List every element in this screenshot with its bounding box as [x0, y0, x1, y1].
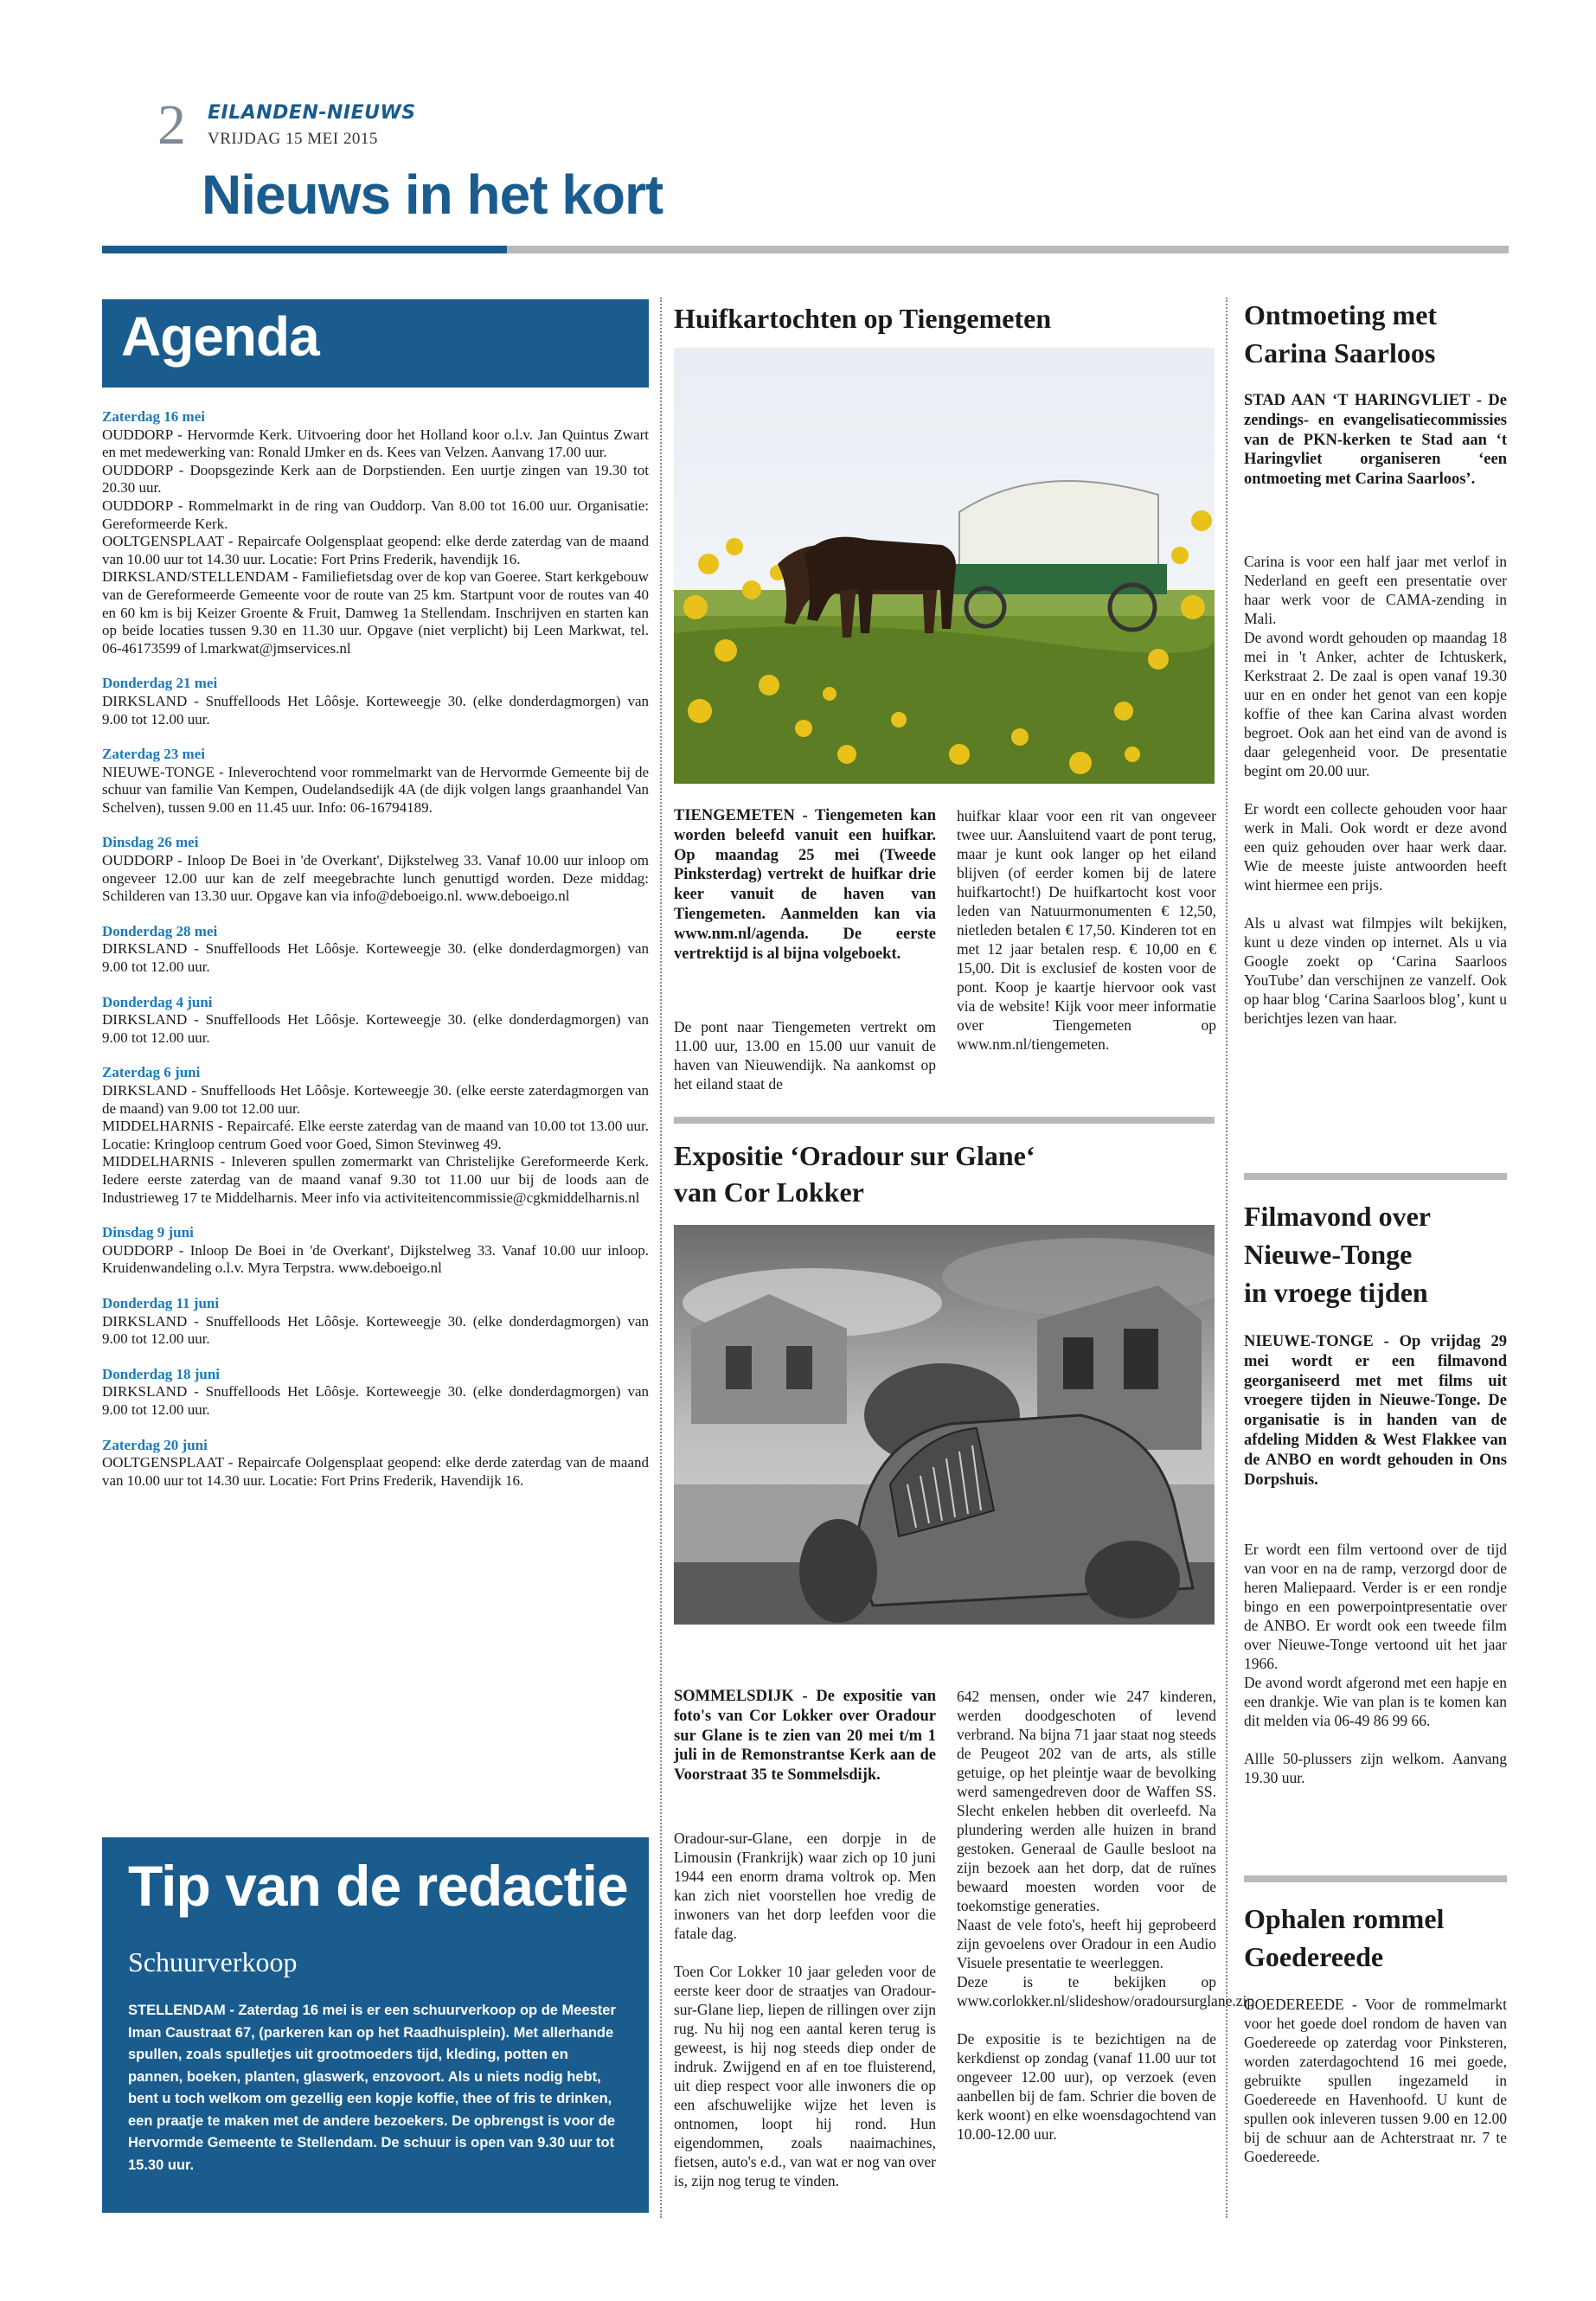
ontmoeting-lead: STAD AAN ‘T HARINGVLIET - De zendings- en evangelisatiecommissies van de PKN-kerken te Stad aan ‘t Haringvliet organiseren ‘een ontmoeting met Carina Saarloos’. [1244, 392, 1507, 489]
expositie-paragraph: 642 mensen, onder wie 247 kinderen, werden doodgeschoten of levend verbrand. Na bijna 71 jaar staat nog steeds de Peugeot 202 van de arts, als stille getuige, op het pleintje waar de bevolking werd samengedreven door de Waffen SS. Slecht enkelen hebben dit overleefd. Na plundering werden alle huizen in brand gestoken. Generaal de Gaulle besloot na zijn bezoek aan het dorp, dat de ruïnes bewaard moesten worden voor de toekomstige generaties. [957, 1688, 1216, 1914]
ontmoeting-paragraph: Als u alvast wat filmpjes wilt bekijken, kunt u deze vinden op internet. Als u via Google zoekt op ‘Carina Saarloos YouTube’ dan verschijnen ze vanzelf. Ook op haar blog ‘Carina Saarloos blog’, kunt u berichtjes lezen van haar. [1244, 914, 1507, 1027]
expositie-paragraph: Toen Cor Lokker 10 jaar geleden voor de eerste keer door de straatjes van Oradour-sur-Glane liep, liepen de rillingen over zijn rug. Nu hij nog een aantal keren terug is geweest, is hij nog steeds diep onder de indruk. Zwijgend en af en toe fluisterend, uit diep respect voor alle inwoners die op een afschuwelijke wijze het leven is ontnomen, loopt hij rond. Hun eigendommen, zoals naaimachines, fietsen, auto's e.d., van wat er nog van over is, zijn nog terug te vinden. [674, 1963, 936, 2189]
agenda-entry-text: NIEUWE-TONGE - Inleverochtend voor rommelmarkt van de Hervormde Gemeente bij de schuur van familie Van Kempen, Oudelandsedijk 4A (de dijk volgen langs graanhandel Van Schelven), tussen 9.00 en 11.45 uur. Info: 06-16794189. [102, 763, 649, 816]
expositie-body-right [957, 1687, 1255, 2144]
expositie-photo [674, 1225, 1215, 1625]
agenda-day: Donderdag 4 juni [102, 993, 213, 1010]
ophalen-headline-2: Goedereede [1244, 1941, 1384, 1972]
agenda-title: Agenda [121, 305, 319, 368]
header-rule [507, 246, 1509, 253]
agenda-day: Donderdag 28 mei [102, 922, 218, 939]
agenda-day: Dinsdag 26 mei [102, 834, 199, 851]
agenda-entry-text: DIRKSLAND - Snuffelloods Het Lôôsje. Korteweegje 30. (elke donderdagmorgen) van 9.00 tot 12.00 uur. [102, 940, 649, 976]
expositie-lead: SOMMELSDIJK - De expositie van foto's van Cor Lokker over Oradour sur Glane is te zien van 20 mei t/m 1 juli in de Remonstrantse Kerk aan de Voorstraat 35 te Sommelsdijk. [674, 1688, 936, 1785]
section-rule-right-2 [1244, 1875, 1507, 1882]
tip-title: Tip van de redactie [128, 1854, 628, 1918]
column-divider-left [660, 298, 662, 2218]
expositie-paragraph: Oradour-sur-Glane, een dorpje in de Limousin (Frankrijk) waar zich op 10 juni 1944 een enorm drama voltrok op. Men kan zich niet voorstellen hoe vredig de inwoners van het dorp leefden voor die fatale dag. [674, 1830, 936, 1942]
ophalen-body: GOEDEREEDE - Voor de rommelmarkt voor het goede doel rondom de haven van Goedereede op zaterdag voor Pinksteren, worden zaterdagochtend 16 mei goede, gebruikte spullen ingezameld in Goedereede en Havenhoofd. U kunt de spullen ook inleveren tussen 9.00 en 12.00 bij de schuur aan de Achterstraat nr. 7 te Goedereede. [1244, 1996, 1507, 2165]
section-rule-right-1 [1244, 1173, 1507, 1180]
expositie-paragraph: De expositie is te bezichtigen na de kerkdienst op zondag (vanaf 11.00 uur tot ongeveer 12.00 uur), op verzoek (even aanbellen bij de fam. Schrier die boven de kerk woont) en elke woensdagochtend van 10.00-12.00 uur. [957, 2030, 1216, 2143]
expositie-paragraph: Naast de vele foto's, heeft hij geprobeerd zijn gevoelens over Oradour in een Audio Visuele presentatie te weerleggen. [957, 1916, 1216, 1971]
agenda-entry-text: DIRKSLAND - Snuffelloods Het Lôôsje. Korteweegje 30. (elke donderdagmorgen) van 9.00 tot 12.00 uur. [102, 692, 649, 727]
ontmoeting-body [1244, 552, 1507, 1028]
filmavond-headline-3: in vroege tijden [1244, 1277, 1428, 1308]
expositie-headline-2: van Cor Lokker [674, 1176, 864, 1208]
tip-text: STELLENDAM - Zaterdag 16 mei is er een schuurverkoop op de Meester Iman Caustraat 67, (parkeren kan op het Raadhuisplein). Met allerhande spullen, zoals spulletjes uit grootmoeders tijd, kleding, potten en pannen, boeken, planten, glaswerk, enzovoort. Als u niets nodig hebt, bent u toch welkom om gezellig een kopje koffie, thee of fris te drinken, een praatje te maken met de andere bezoekers. De opbrengst is voor de Hervormde Gemeente te Stellendam. De schuur is open van 9.30 uur tot 15.30 uur. [128, 2003, 616, 2173]
ontmoeting-paragraph: Er wordt een collecte gehouden voor haar werk in Mali. Ook wordt er deze avond een quiz gehouden over haar werk daar. Wie de meeste juiste antwoorden heeft wint hiermee een prijs. [1244, 800, 1507, 894]
issue-date: VRIJDAG 15 MEI 2015 [208, 130, 378, 148]
huifkar-photo-illustration [674, 348, 1215, 784]
ontmoeting-headline-2: Carina Saarloos [1244, 337, 1436, 369]
agenda-entry-text: DIRKSLAND - Snuffelloods Het Lôôsje. Korteweegje 30. (elke donderdagmorgen) van 9.00 tot 12.00 uur. [102, 1011, 649, 1046]
agenda-entry-text: DIRKSLAND - Snuffelloods Het Lôôsje. Korteweegje 30. (elke donderdagmorgen) van 9.00 tot 12.00 uur. [102, 1383, 649, 1418]
column-divider-right [1226, 298, 1227, 2218]
agenda-entry-text: OUDDORP - Inloop De Boei in 'de Overkant', Dijkstelweg 33. Vanaf 10.00 uur inloop om ongeveer 12.00 uur kan de zelf meegebrachte lunch genuttigd worden. Deze middag: Schilderen van 13.30 uur. Opgave kan via info@deboeigo.nl. www.deboeigo.nl [102, 852, 649, 905]
huifkar-body-right: huifkar klaar voor een rit van ongeveer twee uur. Aansluitend vaart de pont terug, maar je kunt ook langer op het eiland blijven (of eerder komen bij de latere huifkartocht!) De huifkartocht kost voor leden van Natuurmonumenten € 12,50, nietleden betalen € 17,50. Kinderen tot en met 12 jaar betalen resp. € 10,00 en € 15,00. Dit is exclusief de kosten voor de pont. Koop je kaartje hiervoor ook vast via de website! Kijk voor meer informatie over Tiengemeten op www.nm.nl/tiengemeten. [957, 807, 1216, 1053]
expositie-paragraph: Deze is te bekijken op www.corlokker.nl/slideshow/oradoursurglane.zip [957, 1973, 1255, 2009]
huifkar-body-left: De pont naar Tiengemeten vertrekt om 11.00 uur, 13.00 en 15.00 uur vanuit de haven van Nieuwendijk. Na aankomst op het eiland staat de [674, 1018, 936, 1093]
huifkar-headline: Huifkartochten op Tiengemeten [674, 303, 1052, 334]
agenda-day: Dinsdag 9 juni [102, 1224, 194, 1241]
agenda-day: Donderdag 21 mei [102, 675, 218, 692]
huifkar-lead: TIENGEMETEN - Tiengemeten kan worden beleefd vanuit een huifkar. Op maandag 25 mei (Tweede Pinksterdag) vertrekt de huifkar drie keer vanuit de haven van Tiengemeten. Aanmelden kan via www.nm.nl/agenda. De eerste vertrektijd is al bijna volgeboekt. [674, 807, 936, 963]
tip-subtitle: Schuurverkoop [128, 1946, 298, 1977]
header-rule-accent [102, 246, 507, 253]
filmavond-headline-2: Nieuwe-Tonge [1244, 1239, 1413, 1270]
agenda-day: Zaterdag 23 mei [102, 746, 205, 763]
section-title: Nieuws in het kort [202, 163, 663, 226]
agenda-list [102, 408, 649, 1490]
agenda-entry-text: DIRKSLAND - Snuffelloods Het Lôôsje. Korteweegje 30. (elke eerste zaterdagmorgen van de maand) van 9.00 tot 12.00 uur. MIDDELHARNIS - Repaircafé. Elke eerste zaterdag van de maand van 10.00 tot 13.00 uur. Locatie: Kringloop centrum Goed voor Goed, Simon Stevinweg 49. MIDDELHARNIS - Inleveren spullen zomermarkt van Christelijke Gereformeerde Kerk. Iedere eerste zaterdag van de maand vanaf 9.30 tot 11.00 uur bij de loods aan de Industrieweg 17 te Middelharnis. Meer info via activiteitencommissie@cgkmiddelharnis.nl [102, 1082, 649, 1206]
agenda-entry-text: OOLTGENSPLAAT - Repaircafe Oolgensplaat geopend: elke derde zaterdag van de maand van 10.00 uur tot 14.30 uur. Locatie: Fort Prins Frederik, Havendijk 16. [102, 1454, 649, 1489]
agenda-day: Zaterdag 6 juni [102, 1064, 201, 1081]
agenda-day: Zaterdag 16 mei [102, 408, 205, 425]
expositie-body-left [674, 1829, 936, 2190]
section-rule-mid [674, 1117, 1215, 1124]
agenda-entry-text: OUDDORP - Hervormde Kerk. Uitvoering door het Holland koor o.l.v. Jan Quintus Zwart en met medewerking van: Ronald IJmker en ds. Kees van Velzen. Aanvang 17.00 uur. OUDDORP - Doopsgezinde Kerk aan de Dorpstienden. Een uurtje zingen van 19.30 tot 20.30 uur. OUDDORP - Rommelmarkt in de ring van Ouddorp. Van 8.00 tot 16.00 uur. Organisatie: Gereformeerde Kerk. OOLTGENSPLAAT - Repaircafe Oolgensplaat geopend: elke derde zaterdag van de maand van 10.00 uur tot 14.30 uur. Locatie: Fort Prins Frederik, havendijk 16. DIRKSLAND/STELLENDAM - Familiefietsdag over de kop van Goeree. Start kerkgebouw van de Gereformeerde Gemeente voor de route van 25 km. Startpunt voor de routes van 40 en 60 km is bij Keizer Groente & Fruit, Damweg 1a Stellendam. Inschrijven en starten kan op beide locaties tussen 9.30 en 11.30 uur. Opgave (niet verplicht) bij Leen Markwat, tel. 06-46173599 of l.markwat@jmservices.nl [102, 426, 649, 657]
agenda-day: Zaterdag 20 juni [102, 1436, 208, 1453]
ontmoeting-headline-1: Ontmoeting met [1244, 299, 1438, 330]
ophalen-headline-1: Ophalen rommel [1244, 1903, 1445, 1934]
ontmoeting-paragraph: Carina is voor een half jaar met verlof in Nederland en geeft een presentatie over haar werk voor de CAMA-zending in Mali. De avond wordt gehouden op maandag 18 mei in 't Anker, achter de Ichtuskerk, Kerkstraat 2. De zaal is open vanaf 19.30 uur en en onder het genot van een kopje koffie of thee kan Carina alvast worden begroet. Ook aan het eind van de avond is daar gelegenheid voor. De presentatie begint om 20.00 uur. [1244, 553, 1507, 779]
agenda-entry-text: OUDDORP - Inloop De Boei in 'de Overkant', Dijkstelweg 33. Vanaf 10.00 uur inloop. Kruidenwandeling o.l.v. Myra Terpstra. www.deboeigo.nl [102, 1241, 649, 1277]
huifkar-photo [674, 348, 1215, 784]
page-number: 2 [157, 93, 186, 157]
filmavond-paragraph: Er wordt een film vertoond over de tijd van voor en na de ramp, verzorgd door de heren Maliepaard. Verder is er een rondje bingo en een powerpointpresentatie over de ANBO. Er wordt ook een tweede film over Nieuwe-Tonge vertoond uit het jaar 1966. De avond wordt afgerond met een hapje en een drankje. Wie van plan is te komen kan dit melden via 06-49 86 99 66. [1244, 1541, 1507, 1729]
filmavond-body [1244, 1540, 1507, 1787]
filmavond-headline-1: Filmavond over [1244, 1201, 1431, 1232]
expositie-headline-1: Expositie ‘Oradour sur Glane‘ [674, 1140, 1035, 1171]
agenda-day: Donderdag 11 juni [102, 1294, 220, 1311]
agenda-entry-text: DIRKSLAND - Snuffelloods Het Lôôsje. Korteweegje 30. (elke donderdagmorgen) van 9.00 tot 12.00 uur. [102, 1312, 649, 1348]
expositie-photo-illustration [674, 1225, 1215, 1625]
filmavond-paragraph: Allle 50-plussers zijn welkom. Aanvang 19.30 uur. [1244, 1750, 1507, 1786]
agenda-day: Donderdag 18 juni [102, 1365, 221, 1382]
brand-logo: EILANDEN-NIEUWS [208, 102, 416, 124]
filmavond-lead: NIEUWE-TONGE - Op vrijdag 29 mei wordt er een filmavond georganiseerd met met films uit vroegere tijden in Nieuwe-Tonge. De organisatie is in handen van de afdeling Midden & West Flakkee van de ANBO en wordt gehouden in Ons Dorpshuis. [1244, 1333, 1507, 1489]
